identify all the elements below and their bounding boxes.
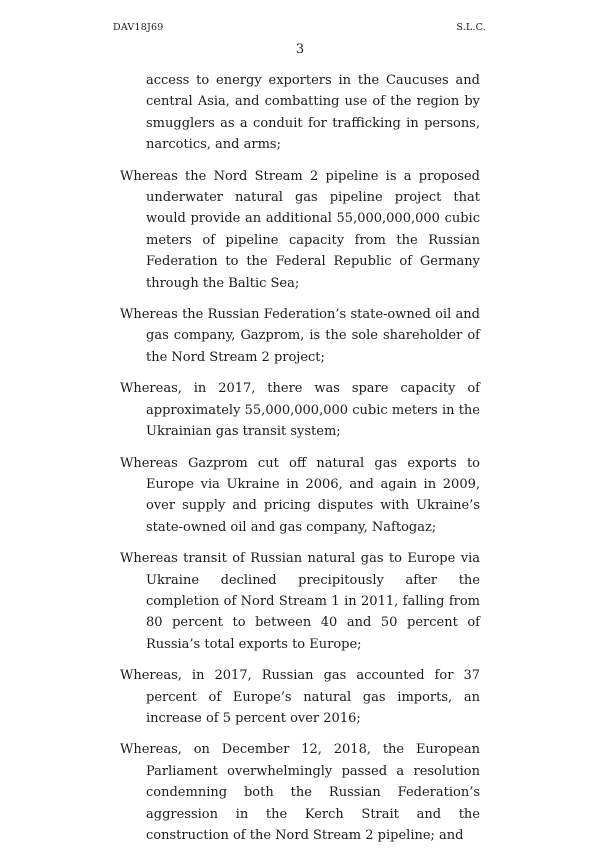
whereas-clause-european-parliament: Whereas, on December 12, 2018, the European Parliament overwhelmingly passed a resolution condemning both the Russian Federation’s aggression in the Kerch Strait and the construction of the Nord Stream 2 pipeline; and — [120, 742, 480, 843]
whereas-clause-transit-decline: Whereas transit of Russian natural gas to Europe via Ukraine declined precipitously after the completion of Nord Stream 1 in 2011, falling from 80 percent to between 40 and 50 percent of Russia’s total exports to Europe; — [120, 551, 480, 652]
page-header — [113, 22, 486, 36]
office-code: S.L.C. — [456, 22, 486, 33]
document-id: DAV18J69 — [113, 22, 164, 33]
document-body — [120, 70, 480, 856]
whereas-clause-gas-imports: Whereas, in 2017, Russian gas accounted for 37 percent of Europe’s natural gas imports, an increase of 5 percent over 2016; — [120, 668, 480, 726]
whereas-clause-spare-capacity: Whereas, in 2017, there was spare capacity of approximately 55,000,000,000 cubic meters in the Ukrainian gas transit system; — [120, 381, 480, 440]
whereas-clause-gazprom-cutoff: Whereas Gazprom cut off natural gas exports to Europe via Ukraine in 2006, and again in 2009, over supply and pricing disputes with Ukraine’s state-owned oil and gas company, Naftogaz; — [120, 455, 480, 535]
page-number: 3 — [295, 42, 305, 57]
whereas-clause-nord-stream-2-capacity: Whereas the Nord Stream 2 pipeline is a proposed underwater natural gas pipeline project that would provide an additional 55,000,000,000 cubic meters of pipeline capacity from the Russian Federation to the Federal Republic of Germany through the Baltic Sea; — [120, 168, 480, 291]
whereas-clause-gazprom-shareholder: Whereas the Russian Federation’s state-owned oil and gas company, Gazprom, is the sole shareholder of the Nord Stream 2 project; — [120, 307, 480, 365]
continued-clause: access to energy exporters in the Caucuses and central Asia, and combatting use of the region by smugglers as a conduit for trafficking in persons, narcotics, and arms; — [146, 73, 480, 153]
